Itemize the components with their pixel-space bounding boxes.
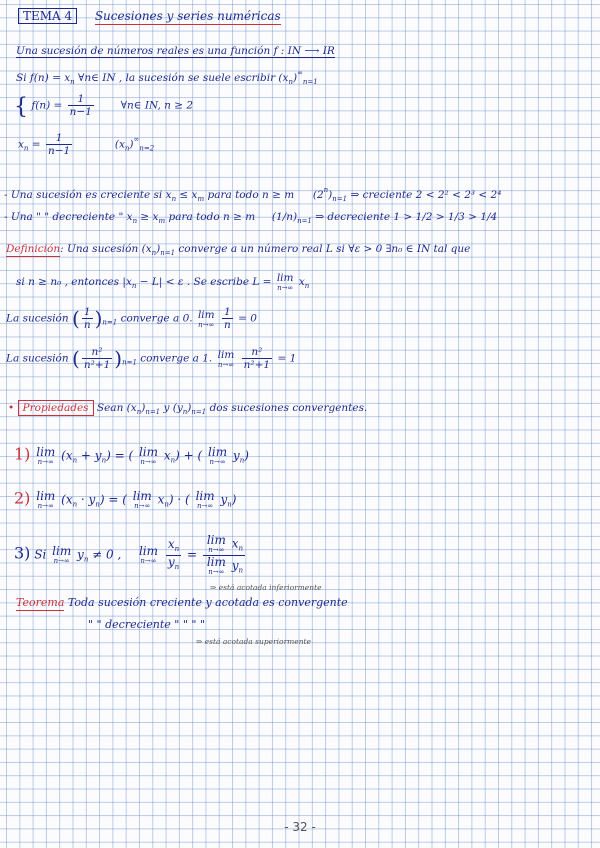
propiedad-1: 1) lim n→∞ $(x_n + y_n)$ = ( lim n→∞ $x_n$) + ( lim n→∞ $y_n$) xyxy=(14,444,249,466)
propiedades-line: • Propiedades Sean $(x_n)_{n=1}$ y $(y_n)_{n=1}$ dos sucesiones convergentes. xyxy=(8,402,368,416)
ejemplo-n2: La sucesión ( $\frac{\text{n²}}{\text{n²+1}}$ )$_{n=1}$ converge a 1. lim n→∞ $\frac{\text{n²}}{\text{n²+1}}$ = 1 xyxy=(6,346,297,371)
ejemplo-f-frac: $\frac{1}{n-1}$ xyxy=(69,93,92,118)
creciente-line: - Una sucesión es creciente si $x_n \le x_m$ para todo n ≥ m $(2^n)_{n=1}$ ⇒ creciente 2 < 2² < 2³ < 2⁴ xyxy=(4,186,502,203)
intro-def-text: Una sucesión de números reales es una función f : IN ⟶ IR xyxy=(16,45,335,57)
intro-si: Si $f(n) = x_n$ ∀n∈ IN , la sucesión se suele escribir $(x_n)^\infty_{n=1}$ xyxy=(16,69,318,86)
intro-si-mid: ∀n∈ IN , la sucesión se suele escribir (x xyxy=(74,72,289,84)
propiedad-2: 2) lim n→∞ $(x_n \cdot y_n)$ = ( lim n→∞ $x_n$) · ( lim n→∞ $y_n$) xyxy=(14,488,237,510)
definicion-line1: Definición: Una sucesión $(x_n)_{n=1}$ converge a un número real L si ∀ε > 0 ∃n₀ ∈ IN tal que xyxy=(6,243,471,257)
teorema-note-top: ⇒ está acotada inferiormente xyxy=(210,583,322,592)
ejemplo-f-cond: ∀n∈ IN, n ≥ 2 xyxy=(120,99,194,112)
intro-si-sub: n=1 xyxy=(302,78,318,86)
intro-si-sup: ∞ xyxy=(297,69,303,77)
teorema-note-bot: ⇒ está acotada superiormente xyxy=(196,637,311,646)
teorema-line2: " " decreciente " " " " xyxy=(88,618,206,631)
intro-si-left: Si f(n) = x xyxy=(16,72,71,84)
definicion-line2: si n ≥ n₀ , entonces $|x_n - L| < \varepsilon$ . Se escribe L = lim n→∞ $x_n$ xyxy=(16,272,310,292)
ejemplo-f-lhs: f(n) = xyxy=(31,99,63,112)
decreciente-line: - Una " " decreciente " $x_n \ge x_m$ para todo n ≥ m $(1/n)_{n=1}$ ⇒ decreciente 1 > 1/2 > 1/3 > 1/4 xyxy=(4,211,498,225)
tema-label: TEMA 4 xyxy=(18,8,77,24)
definicion-label: Definición xyxy=(6,243,61,255)
ejemplo-x: $x_n$ = $\frac{1}{n-1}$ $(x_n)^\infty_{n=2}$ xyxy=(18,132,155,157)
propiedad-3: 3) Si lim n→∞ $y_n \ne 0$ , lim n→∞ $\frac{x_n}{y_n}$ = lim n→∞ $x_n$ lim n→∞ $y_n$ xyxy=(14,533,244,576)
intro-definition xyxy=(16,44,335,58)
header xyxy=(18,8,281,24)
propiedades-label: Propiedades xyxy=(18,400,94,416)
teorema-line1: Teorema Toda sucesión creciente y acotada es convergente xyxy=(16,596,348,609)
ejemplo-f: { f(n) = $\frac{1}{n-1}$ ∀n∈ IN, n ≥ 2 xyxy=(14,93,194,120)
page-number: - 32 - xyxy=(284,820,316,834)
ejemplo-1-n: La sucesión ( $\frac{1}{n}$ )$_{n=1}$ converge a 0. lim n→∞ $\frac{1}{n}$ = 0 xyxy=(6,306,257,331)
tema-title: Sucesiones y series numéricas xyxy=(94,9,281,23)
teorema-label: Teorema xyxy=(16,596,65,609)
